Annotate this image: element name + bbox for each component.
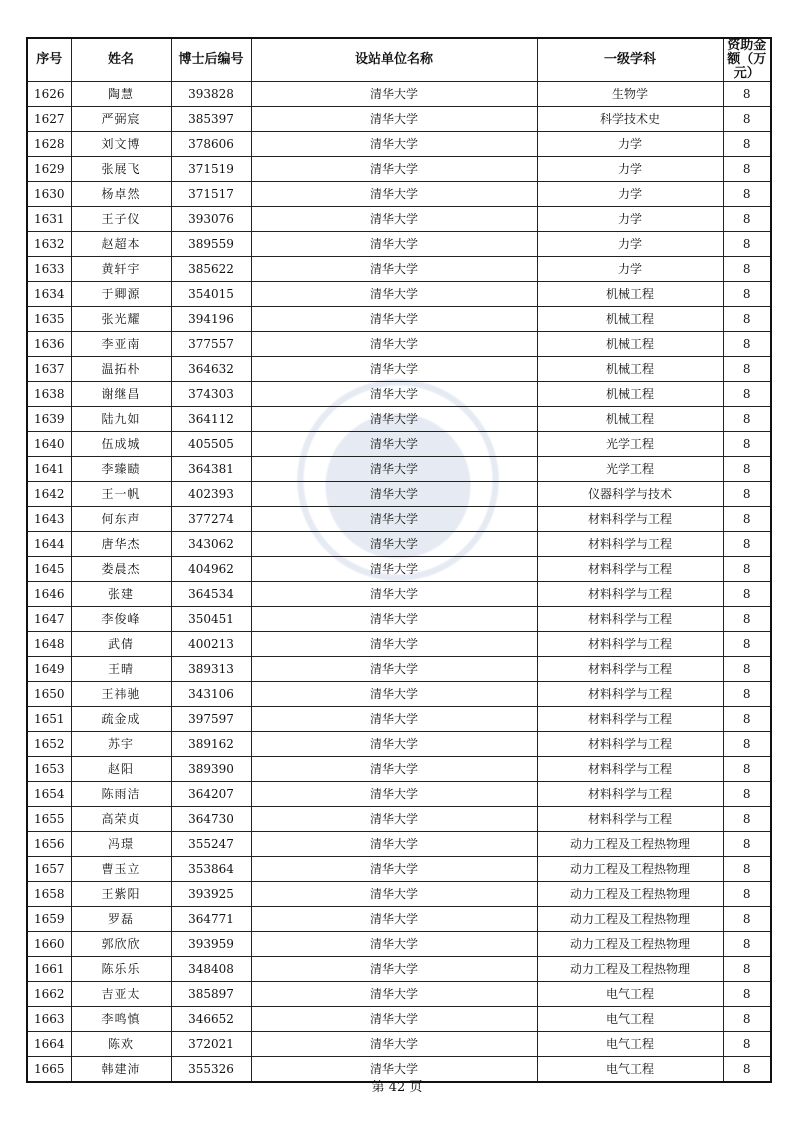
cell-unit: 清华大学 [251, 132, 537, 157]
table-row [27, 482, 771, 507]
table-body [27, 82, 771, 1083]
cell-unit: 清华大学 [251, 407, 537, 432]
table-row [27, 257, 771, 282]
cell-id: 385622 [171, 257, 251, 282]
table-row [27, 107, 771, 132]
cell-name: 陆九如 [71, 407, 171, 432]
cell-discipline: 材料科学与工程 [537, 682, 723, 707]
cell-id: 364534 [171, 582, 251, 607]
cell-no: 1647 [27, 607, 71, 632]
header-discipline: 一级学科 [537, 38, 723, 82]
cell-unit: 清华大学 [251, 832, 537, 857]
cell-id: 377557 [171, 332, 251, 357]
cell-no: 1645 [27, 557, 71, 582]
cell-no: 1656 [27, 832, 71, 857]
cell-discipline: 电气工程 [537, 982, 723, 1007]
cell-no: 1654 [27, 782, 71, 807]
cell-id: 393828 [171, 82, 251, 107]
table-row [27, 857, 771, 882]
cell-no: 1639 [27, 407, 71, 432]
cell-id: 348408 [171, 957, 251, 982]
cell-no: 1631 [27, 207, 71, 232]
cell-unit: 清华大学 [251, 882, 537, 907]
cell-amount: 8 [723, 232, 771, 257]
cell-unit: 清华大学 [251, 907, 537, 932]
cell-unit: 清华大学 [251, 482, 537, 507]
cell-no: 1635 [27, 307, 71, 332]
table-row [27, 932, 771, 957]
table-row [27, 207, 771, 232]
cell-unit: 清华大学 [251, 382, 537, 407]
cell-name: 杨卓然 [71, 182, 171, 207]
cell-amount: 8 [723, 332, 771, 357]
header-id: 博士后编号 [171, 38, 251, 82]
cell-discipline: 材料科学与工程 [537, 532, 723, 557]
cell-id: 378606 [171, 132, 251, 157]
cell-discipline: 材料科学与工程 [537, 557, 723, 582]
cell-name: 伍成城 [71, 432, 171, 457]
cell-unit: 清华大学 [251, 557, 537, 582]
table-row [27, 657, 771, 682]
cell-name: 李亚南 [71, 332, 171, 357]
cell-no: 1634 [27, 282, 71, 307]
cell-name: 刘文博 [71, 132, 171, 157]
table-row [27, 907, 771, 932]
cell-unit: 清华大学 [251, 657, 537, 682]
cell-amount: 8 [723, 782, 771, 807]
cell-id: 389313 [171, 657, 251, 682]
cell-amount: 8 [723, 307, 771, 332]
cell-id: 372021 [171, 1032, 251, 1057]
header-row [27, 38, 771, 82]
cell-name: 王紫阳 [71, 882, 171, 907]
cell-unit: 清华大学 [251, 957, 537, 982]
cell-name: 严弼宸 [71, 107, 171, 132]
cell-unit: 清华大学 [251, 82, 537, 107]
cell-no: 1657 [27, 857, 71, 882]
cell-id: 364112 [171, 407, 251, 432]
cell-name: 陈乐乐 [71, 957, 171, 982]
cell-unit: 清华大学 [251, 282, 537, 307]
cell-id: 364730 [171, 807, 251, 832]
cell-no: 1638 [27, 382, 71, 407]
page-number: 第 42 页 [371, 1080, 423, 1095]
cell-amount: 8 [723, 257, 771, 282]
cell-name: 疏金成 [71, 707, 171, 732]
cell-unit: 清华大学 [251, 207, 537, 232]
table-row [27, 557, 771, 582]
cell-unit: 清华大学 [251, 307, 537, 332]
table-row [27, 782, 771, 807]
cell-amount: 8 [723, 857, 771, 882]
header-no: 序号 [27, 38, 71, 82]
table-row [27, 307, 771, 332]
cell-unit: 清华大学 [251, 1032, 537, 1057]
cell-name: 黄轩宇 [71, 257, 171, 282]
cell-discipline: 力学 [537, 232, 723, 257]
table-row [27, 82, 771, 107]
cell-name: 张建 [71, 582, 171, 607]
cell-amount: 8 [723, 207, 771, 232]
cell-no: 1633 [27, 257, 71, 282]
header-unit: 设站单位名称 [251, 38, 537, 82]
cell-unit: 清华大学 [251, 107, 537, 132]
cell-amount: 8 [723, 682, 771, 707]
cell-id: 393076 [171, 207, 251, 232]
table-row [27, 882, 771, 907]
cell-discipline: 动力工程及工程热物理 [537, 857, 723, 882]
table-row [27, 1032, 771, 1057]
cell-amount: 8 [723, 532, 771, 557]
cell-name: 赵超本 [71, 232, 171, 257]
header-amount: 资助金额（万元） [723, 38, 771, 82]
cell-id: 389559 [171, 232, 251, 257]
cell-name: 陈雨洁 [71, 782, 171, 807]
cell-amount: 8 [723, 432, 771, 457]
cell-no: 1659 [27, 907, 71, 932]
cell-name: 于卿源 [71, 282, 171, 307]
cell-name: 王晴 [71, 657, 171, 682]
cell-discipline: 仪器科学与技术 [537, 482, 723, 507]
cell-unit: 清华大学 [251, 757, 537, 782]
cell-amount: 8 [723, 757, 771, 782]
cell-amount: 8 [723, 82, 771, 107]
cell-id: 346652 [171, 1007, 251, 1032]
cell-name: 娄晨杰 [71, 557, 171, 582]
cell-id: 355247 [171, 832, 251, 857]
cell-id: 394196 [171, 307, 251, 332]
cell-amount: 8 [723, 957, 771, 982]
table-row [27, 807, 771, 832]
cell-amount: 8 [723, 707, 771, 732]
cell-name: 吉亚太 [71, 982, 171, 1007]
cell-no: 1655 [27, 807, 71, 832]
cell-amount: 8 [723, 557, 771, 582]
cell-discipline: 材料科学与工程 [537, 507, 723, 532]
cell-id: 354015 [171, 282, 251, 307]
cell-id: 350451 [171, 607, 251, 632]
table-row [27, 407, 771, 432]
cell-no: 1636 [27, 332, 71, 357]
cell-discipline: 材料科学与工程 [537, 732, 723, 757]
cell-no: 1665 [27, 1057, 71, 1083]
cell-unit: 清华大学 [251, 182, 537, 207]
cell-amount: 8 [723, 607, 771, 632]
cell-no: 1626 [27, 82, 71, 107]
cell-discipline: 材料科学与工程 [537, 707, 723, 732]
table-row [27, 632, 771, 657]
cell-name: 何东声 [71, 507, 171, 532]
table-row [27, 382, 771, 407]
table-row [27, 757, 771, 782]
cell-amount: 8 [723, 157, 771, 182]
cell-discipline: 电气工程 [537, 1007, 723, 1032]
cell-discipline: 动力工程及工程热物理 [537, 932, 723, 957]
cell-unit: 清华大学 [251, 457, 537, 482]
cell-name: 谢继昌 [71, 382, 171, 407]
table-row [27, 157, 771, 182]
cell-id: 404962 [171, 557, 251, 582]
cell-unit: 清华大学 [251, 157, 537, 182]
cell-discipline: 材料科学与工程 [537, 807, 723, 832]
cell-discipline: 力学 [537, 207, 723, 232]
cell-id: 385897 [171, 982, 251, 1007]
cell-id: 389162 [171, 732, 251, 757]
cell-amount: 8 [723, 632, 771, 657]
cell-unit: 清华大学 [251, 857, 537, 882]
cell-name: 陈欢 [71, 1032, 171, 1057]
cell-discipline: 材料科学与工程 [537, 607, 723, 632]
cell-discipline: 力学 [537, 157, 723, 182]
cell-amount: 8 [723, 1007, 771, 1032]
cell-discipline: 机械工程 [537, 307, 723, 332]
cell-no: 1652 [27, 732, 71, 757]
cell-unit: 清华大学 [251, 782, 537, 807]
cell-no: 1661 [27, 957, 71, 982]
cell-discipline: 动力工程及工程热物理 [537, 832, 723, 857]
cell-id: 343062 [171, 532, 251, 557]
cell-unit: 清华大学 [251, 1007, 537, 1032]
cell-discipline: 动力工程及工程热物理 [537, 882, 723, 907]
cell-amount: 8 [723, 107, 771, 132]
cell-no: 1658 [27, 882, 71, 907]
cell-discipline: 生物学 [537, 82, 723, 107]
cell-name: 王祎驰 [71, 682, 171, 707]
cell-no: 1627 [27, 107, 71, 132]
cell-no: 1637 [27, 357, 71, 382]
cell-name: 李鸣慎 [71, 1007, 171, 1032]
cell-id: 364381 [171, 457, 251, 482]
cell-id: 364632 [171, 357, 251, 382]
cell-discipline: 光学工程 [537, 432, 723, 457]
cell-discipline: 光学工程 [537, 457, 723, 482]
funding-table [26, 37, 772, 1083]
cell-no: 1640 [27, 432, 71, 457]
cell-no: 1663 [27, 1007, 71, 1032]
cell-name: 郭欣欣 [71, 932, 171, 957]
cell-discipline: 电气工程 [537, 1032, 723, 1057]
cell-name: 温拓朴 [71, 357, 171, 382]
cell-id: 364207 [171, 782, 251, 807]
cell-name: 武倩 [71, 632, 171, 657]
table-row [27, 582, 771, 607]
cell-discipline: 材料科学与工程 [537, 782, 723, 807]
cell-discipline: 力学 [537, 182, 723, 207]
table-row [27, 532, 771, 557]
cell-no: 1644 [27, 532, 71, 557]
table-row [27, 357, 771, 382]
cell-no: 1641 [27, 457, 71, 482]
cell-amount: 8 [723, 407, 771, 432]
cell-discipline: 机械工程 [537, 407, 723, 432]
cell-name: 张光耀 [71, 307, 171, 332]
cell-unit: 清华大学 [251, 432, 537, 457]
cell-name: 韩建沛 [71, 1057, 171, 1083]
cell-name: 唐华杰 [71, 532, 171, 557]
cell-id: 371519 [171, 157, 251, 182]
cell-id: 397597 [171, 707, 251, 732]
cell-unit: 清华大学 [251, 932, 537, 957]
cell-name: 曹玉立 [71, 857, 171, 882]
cell-unit: 清华大学 [251, 1057, 537, 1083]
cell-id: 393925 [171, 882, 251, 907]
cell-amount: 8 [723, 182, 771, 207]
cell-id: 355326 [171, 1057, 251, 1083]
cell-no: 1643 [27, 507, 71, 532]
cell-discipline: 材料科学与工程 [537, 632, 723, 657]
cell-id: 343106 [171, 682, 251, 707]
cell-amount: 8 [723, 907, 771, 932]
cell-discipline: 材料科学与工程 [537, 582, 723, 607]
cell-no: 1632 [27, 232, 71, 257]
cell-name: 李俊峰 [71, 607, 171, 632]
cell-amount: 8 [723, 932, 771, 957]
cell-id: 371517 [171, 182, 251, 207]
cell-amount: 8 [723, 982, 771, 1007]
cell-discipline: 电气工程 [537, 1057, 723, 1083]
cell-discipline: 材料科学与工程 [537, 657, 723, 682]
cell-no: 1650 [27, 682, 71, 707]
table-row [27, 832, 771, 857]
cell-no: 1660 [27, 932, 71, 957]
cell-no: 1648 [27, 632, 71, 657]
cell-amount: 8 [723, 807, 771, 832]
table-row [27, 232, 771, 257]
cell-amount: 8 [723, 732, 771, 757]
cell-id: 405505 [171, 432, 251, 457]
cell-name: 罗磊 [71, 907, 171, 932]
table-row [27, 957, 771, 982]
cell-amount: 8 [723, 657, 771, 682]
cell-no: 1630 [27, 182, 71, 207]
cell-no: 1664 [27, 1032, 71, 1057]
cell-discipline: 科学技术史 [537, 107, 723, 132]
cell-id: 385397 [171, 107, 251, 132]
cell-no: 1629 [27, 157, 71, 182]
cell-amount: 8 [723, 882, 771, 907]
table-row [27, 132, 771, 157]
cell-id: 393959 [171, 932, 251, 957]
cell-id: 364771 [171, 907, 251, 932]
cell-name: 王一帆 [71, 482, 171, 507]
cell-amount: 8 [723, 1057, 771, 1083]
cell-name: 高荣贞 [71, 807, 171, 832]
cell-discipline: 动力工程及工程热物理 [537, 907, 723, 932]
cell-no: 1662 [27, 982, 71, 1007]
table-row [27, 732, 771, 757]
cell-unit: 清华大学 [251, 232, 537, 257]
cell-amount: 8 [723, 282, 771, 307]
cell-id: 374303 [171, 382, 251, 407]
table-row [27, 332, 771, 357]
cell-no: 1653 [27, 757, 71, 782]
cell-no: 1651 [27, 707, 71, 732]
table-row [27, 707, 771, 732]
cell-amount: 8 [723, 507, 771, 532]
table-row [27, 507, 771, 532]
cell-discipline: 机械工程 [537, 357, 723, 382]
table-row [27, 1007, 771, 1032]
cell-amount: 8 [723, 1032, 771, 1057]
cell-unit: 清华大学 [251, 332, 537, 357]
cell-amount: 8 [723, 582, 771, 607]
cell-unit: 清华大学 [251, 707, 537, 732]
cell-unit: 清华大学 [251, 732, 537, 757]
cell-id: 377274 [171, 507, 251, 532]
cell-name: 李臻赜 [71, 457, 171, 482]
cell-discipline: 动力工程及工程热物理 [537, 957, 723, 982]
cell-no: 1649 [27, 657, 71, 682]
cell-id: 353864 [171, 857, 251, 882]
table-row [27, 182, 771, 207]
cell-no: 1642 [27, 482, 71, 507]
cell-unit: 清华大学 [251, 532, 537, 557]
cell-discipline: 机械工程 [537, 382, 723, 407]
cell-discipline: 力学 [537, 257, 723, 282]
cell-unit: 清华大学 [251, 257, 537, 282]
cell-name: 赵阳 [71, 757, 171, 782]
cell-id: 402393 [171, 482, 251, 507]
cell-name: 苏宇 [71, 732, 171, 757]
table-row [27, 607, 771, 632]
cell-discipline: 力学 [537, 132, 723, 157]
cell-id: 400213 [171, 632, 251, 657]
table-row [27, 457, 771, 482]
cell-amount: 8 [723, 457, 771, 482]
cell-id: 389390 [171, 757, 251, 782]
cell-amount: 8 [723, 357, 771, 382]
cell-unit: 清华大学 [251, 807, 537, 832]
cell-unit: 清华大学 [251, 357, 537, 382]
cell-unit: 清华大学 [251, 682, 537, 707]
cell-unit: 清华大学 [251, 632, 537, 657]
table-row [27, 282, 771, 307]
cell-amount: 8 [723, 482, 771, 507]
cell-unit: 清华大学 [251, 507, 537, 532]
table-row [27, 432, 771, 457]
cell-name: 张展飞 [71, 157, 171, 182]
cell-amount: 8 [723, 132, 771, 157]
cell-name: 冯璟 [71, 832, 171, 857]
table-row [27, 682, 771, 707]
cell-no: 1628 [27, 132, 71, 157]
cell-name: 王子仪 [71, 207, 171, 232]
cell-unit: 清华大学 [251, 982, 537, 1007]
cell-no: 1646 [27, 582, 71, 607]
cell-discipline: 材料科学与工程 [537, 757, 723, 782]
table-row [27, 982, 771, 1007]
cell-unit: 清华大学 [251, 607, 537, 632]
header-name: 姓名 [71, 38, 171, 82]
cell-discipline: 机械工程 [537, 332, 723, 357]
cell-name: 陶慧 [71, 82, 171, 107]
cell-unit: 清华大学 [251, 582, 537, 607]
cell-amount: 8 [723, 382, 771, 407]
cell-discipline: 机械工程 [537, 282, 723, 307]
cell-amount: 8 [723, 832, 771, 857]
